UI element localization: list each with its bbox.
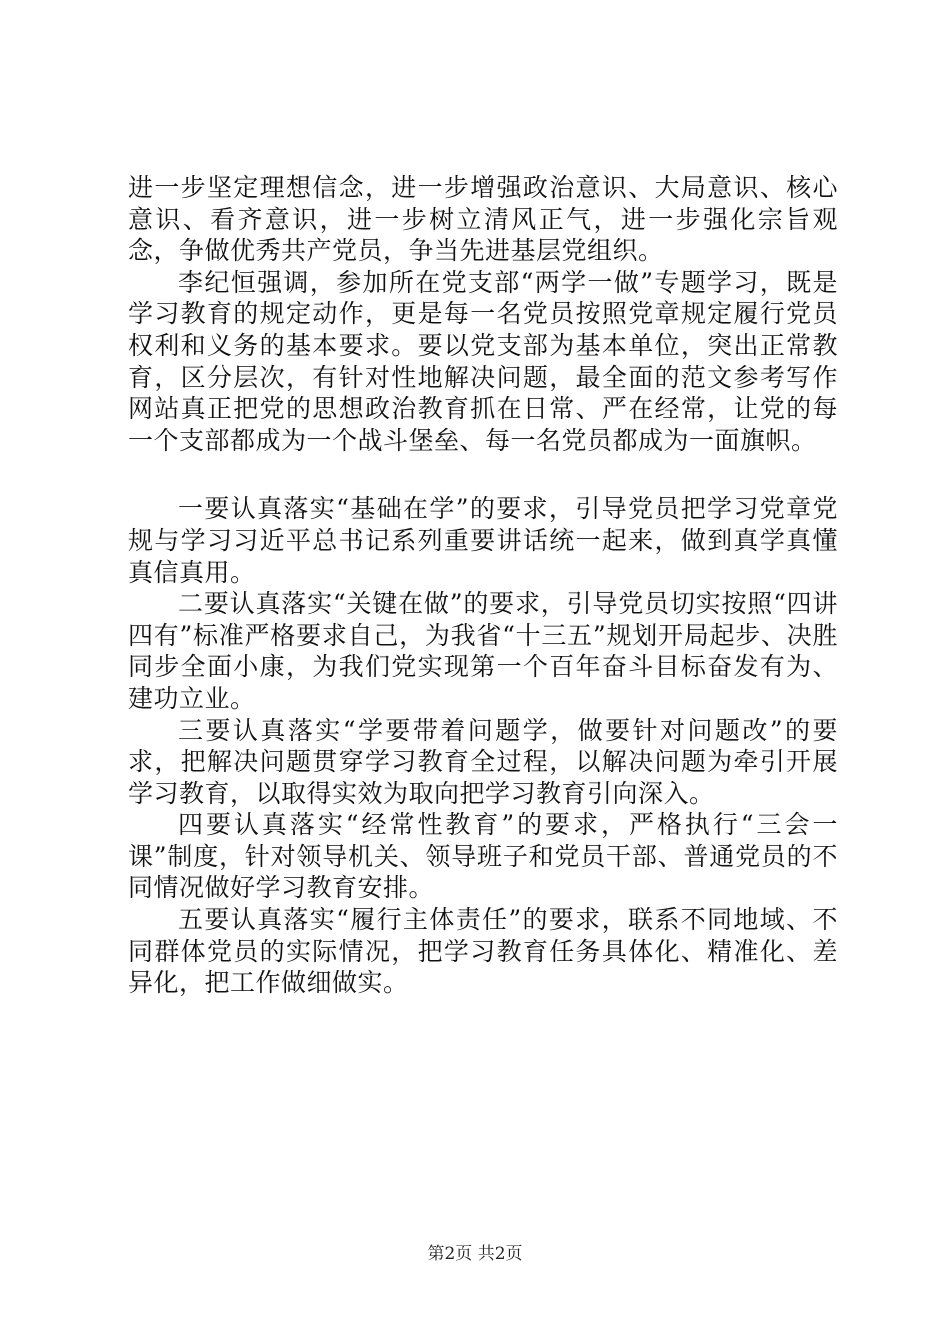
page-number-footer: 第2页 共2页	[427, 1244, 523, 1264]
paragraph-requirement-1: 一要认真落实“基础在学”的要求，引导党员把学习党章党规与学习习近平总书记系列重要讲话统一起来，做到真学真懂真信真用。	[128, 494, 838, 587]
paragraph-requirement-4: 四要认真落实“经常性教育”的要求，严格执行“三会一课”制度，针对领导机关、领导班子和党员干部、普通党员的不同情况做好学习教育安排。	[128, 810, 838, 903]
paragraph-continuation: 进一步坚定理想信念，进一步增强政治意识、大局意识、核心意识、看齐意识，进一步树立清风正气，进一步强化宗旨观念，争做优秀共产党员，争当先进基层党组织。	[128, 173, 838, 266]
paragraph-li-jiheng-emphasis: 李纪恒强调，参加所在党支部“两学一做”专题学习，既是学习教育的规定动作，更是每一名党员按照党章规定履行党员权利和义务的基本要求。要以党支部为基本单位，突出正常教育，区分层次，有针对性地解决问题，最全面的范文参考写作网站真正把党的思想政治教育抓在日常、严在经常，让党的每一个支部都成为一个战斗堡垒、每一名党员都成为一面旗帜。	[128, 267, 838, 455]
paragraph-requirement-3: 三要认真落实“学要带着问题学，做要针对问题改”的要求，把解决问题贯穿学习教育全过程，以解决问题为牵引开展学习教育，以取得实效为取向把学习教育引向深入。	[128, 715, 838, 808]
document-body	[128, 172, 838, 999]
paragraph-requirement-2: 二要认真落实“关键在做”的要求，引导党员切实按照“四讲四有”标准严格要求自己，为我省“十三五”规划开局起步、决胜同步全面小康，为我们党实现第一个百年奋斗目标奋发有为、建功立业。	[128, 589, 838, 713]
paragraph-requirement-5: 五要认真落实“履行主体责任”的要求，联系不同地域、不同群体党员的实际情况，把学习教育任务具体化、精准化、差异化，把工作做细做实。	[128, 905, 838, 998]
